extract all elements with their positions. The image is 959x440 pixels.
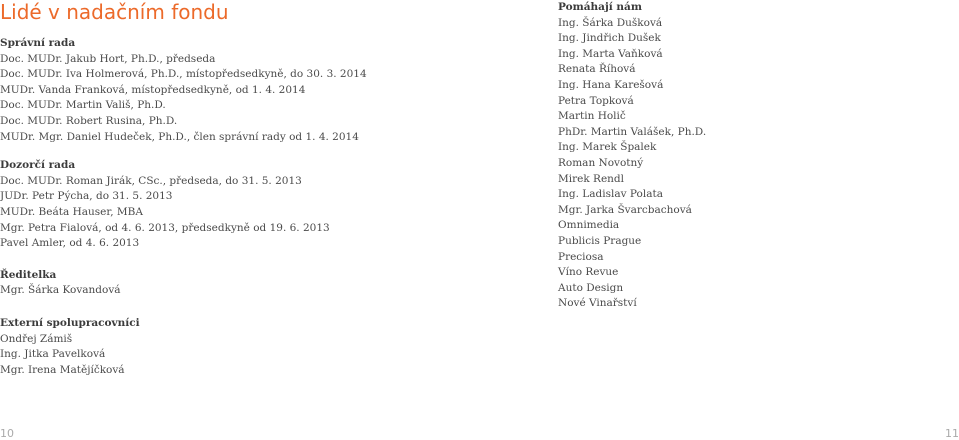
list-item: Renata Říhová [558, 63, 636, 76]
section-heading: Ředitelka [0, 268, 57, 281]
list-item: PhDr. Martin Valášek, Ph.D. [558, 125, 707, 138]
list-item: Mgr. Šárka Kovandová [0, 284, 121, 297]
list-item: Ing. Šárka Dušková [558, 16, 663, 29]
list-item: Ondřej Zámiš [0, 332, 73, 345]
section-heading: Dozorčí rada [0, 159, 76, 172]
page-number-right: 11 [945, 427, 959, 440]
list-item: Auto Design [558, 281, 624, 294]
list-item: Publicis Prague [558, 234, 642, 247]
list-item: Petra Topková [558, 94, 634, 107]
list-item: Ing. Jitka Pavelková [0, 348, 106, 361]
list-item: Doc. MUDr. Jakub Hort, Ph.D., předseda [0, 52, 216, 65]
section-externi-spolupracovnici [0, 316, 470, 378]
list-item: Pavel Amler, od 4. 6. 2013 [0, 237, 140, 250]
page-title: Lidé v nadačním fondu [0, 0, 229, 24]
list-item: JUDr. Petr Pýcha, do 31. 5. 2013 [0, 190, 173, 203]
list-item: Doc. MUDr. Martin Vališ, Ph.D. [0, 99, 166, 112]
section-pomahaji-nam [558, 0, 948, 312]
list-item: Ing. Marta Vaňková [558, 47, 663, 60]
list-item: Ing. Hana Karešová [558, 78, 664, 91]
section-spravni-rada [0, 36, 470, 145]
list-item: Doc. MUDr. Roman Jirák, CSc., předseda, do 31. 5. 2013 [0, 174, 302, 187]
list-item: Martin Holič [558, 110, 626, 123]
list-item: Mirek Rendl [558, 172, 625, 185]
list-item: MUDr. Mgr. Daniel Hudeček, Ph.D., člen správní rady od 1. 4. 2014 [0, 130, 359, 143]
list-item: MUDr. Vanda Franková, místopředsedkyně, od 1. 4. 2014 [0, 83, 306, 96]
page-number-left: 10 [0, 427, 14, 440]
list-item: Omnimedia [558, 219, 620, 232]
list-item: Doc. MUDr. Iva Holmerová, Ph.D., místopředsedkyně, do 30. 3. 2014 [0, 68, 367, 81]
list-item: Mgr. Irena Matějíčková [0, 363, 125, 376]
list-item: Doc. MUDr. Robert Rusina, Ph.D. [0, 114, 178, 127]
list-item: Mgr. Petra Fialová, od 4. 6. 2013, předsedkyně od 19. 6. 2013 [0, 221, 330, 234]
left-column [0, 36, 470, 378]
list-item: Nové Vinařství [558, 297, 637, 310]
list-item: Ing. Ladislav Polata [558, 188, 663, 201]
list-item: Mgr. Jarka Švarcbachová [558, 203, 692, 216]
section-heading: Správní rada [0, 37, 76, 49]
section-heading: Pomáhají nám [558, 1, 642, 13]
right-column [558, 0, 948, 312]
section-heading: Externí spolupracovníci [0, 316, 140, 329]
list-item: Preciosa [558, 250, 604, 263]
section-dozorci-rada [0, 158, 470, 252]
list-item: Ing. Jindřich Dušek [558, 32, 661, 45]
list-item: Ing. Marek Špalek [558, 141, 657, 154]
section-reditelka [0, 268, 470, 299]
list-item: MUDr. Beáta Hauser, MBA [0, 205, 143, 218]
list-item: Roman Novotný [558, 156, 644, 169]
list-item: Víno Revue [558, 266, 619, 279]
